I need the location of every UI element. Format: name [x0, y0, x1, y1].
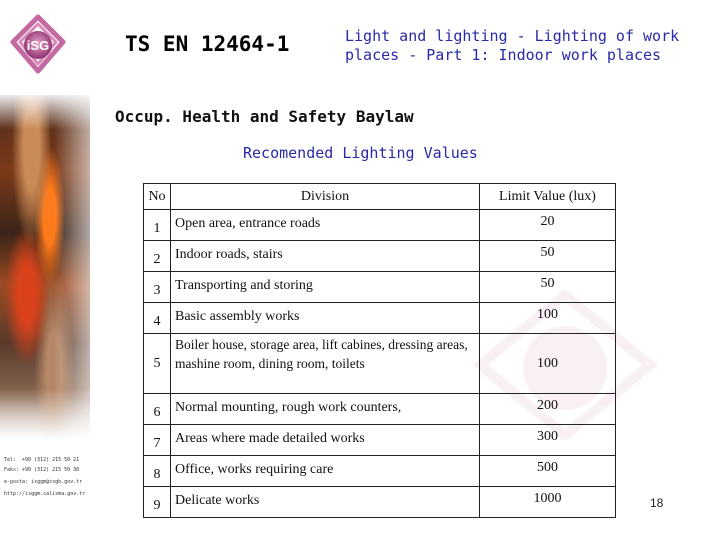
- fax-label: Faks:: [4, 466, 20, 473]
- table-row: [144, 425, 616, 456]
- row-division: Boiler house, storage area, lift cabines, dressing areas, mashine room, dining room, toilets: [171, 334, 480, 394]
- document-title: Light and lighting - Lighting of work places - Part 1: Indoor work places: [345, 27, 680, 64]
- table-row: [144, 303, 616, 334]
- row-division: Office, works requiring care: [171, 456, 480, 487]
- row-division: Indoor roads, stairs: [171, 241, 480, 272]
- row-no: 7: [144, 425, 171, 456]
- isg-logo: [8, 14, 68, 74]
- row-no: 4: [144, 303, 171, 334]
- row-limit: 1000: [480, 487, 616, 518]
- table-row: [144, 394, 616, 425]
- row-limit: 50: [480, 241, 616, 272]
- row-no: 5: [144, 334, 171, 394]
- row-division: Basic assembly works: [171, 303, 480, 334]
- row-no: 9: [144, 487, 171, 518]
- row-limit: 300: [480, 425, 616, 456]
- tel-number: +90 (312) 215 50 21: [22, 456, 80, 463]
- row-no: 8: [144, 456, 171, 487]
- column-header-division: Division: [171, 184, 480, 210]
- column-header-limit: Limit Value (lux): [480, 184, 616, 210]
- table-row: [144, 456, 616, 487]
- table-subtitle: Recomended Lighting Values: [243, 144, 478, 162]
- row-division: Transporting and storing: [171, 272, 480, 303]
- contact-block: [4, 455, 90, 499]
- row-limit: 100: [480, 303, 616, 334]
- row-limit: 200: [480, 394, 616, 425]
- row-division: Normal mounting, rough work counters,: [171, 394, 480, 425]
- photo-fade-overlay: [0, 95, 90, 440]
- tel-label: Tel:: [4, 456, 17, 463]
- row-division: Delicate works: [171, 487, 480, 518]
- row-no: 6: [144, 394, 171, 425]
- contact-email: e-posta: isggm@csgb.gov.tr: [4, 478, 83, 485]
- row-limit: 50: [480, 272, 616, 303]
- standard-code: TS EN 12464-1: [125, 32, 290, 56]
- table-row: [144, 334, 616, 394]
- column-header-no: No: [144, 184, 171, 210]
- lighting-values-table: [143, 183, 616, 518]
- row-limit: 500: [480, 456, 616, 487]
- table-header-row: [144, 184, 616, 210]
- row-no: 2: [144, 241, 171, 272]
- row-no: 1: [144, 210, 171, 241]
- bylaw-heading: Occup. Health and Safety Baylaw: [115, 107, 414, 126]
- table-row: [144, 241, 616, 272]
- row-limit: 20: [480, 210, 616, 241]
- row-no: 3: [144, 272, 171, 303]
- contact-website: http://isggm.calisma.gov.tr: [4, 490, 86, 497]
- row-division: Areas where made detailed works: [171, 425, 480, 456]
- fax-number: +90 (312) 215 50 30: [22, 466, 80, 473]
- row-division: Open area, entrance roads: [171, 210, 480, 241]
- row-limit: 100: [480, 334, 616, 394]
- table-row: [144, 272, 616, 303]
- table-row: [144, 210, 616, 241]
- logo-text: iSG: [26, 38, 50, 53]
- page-number: 18: [650, 496, 664, 510]
- table-row: [144, 487, 616, 518]
